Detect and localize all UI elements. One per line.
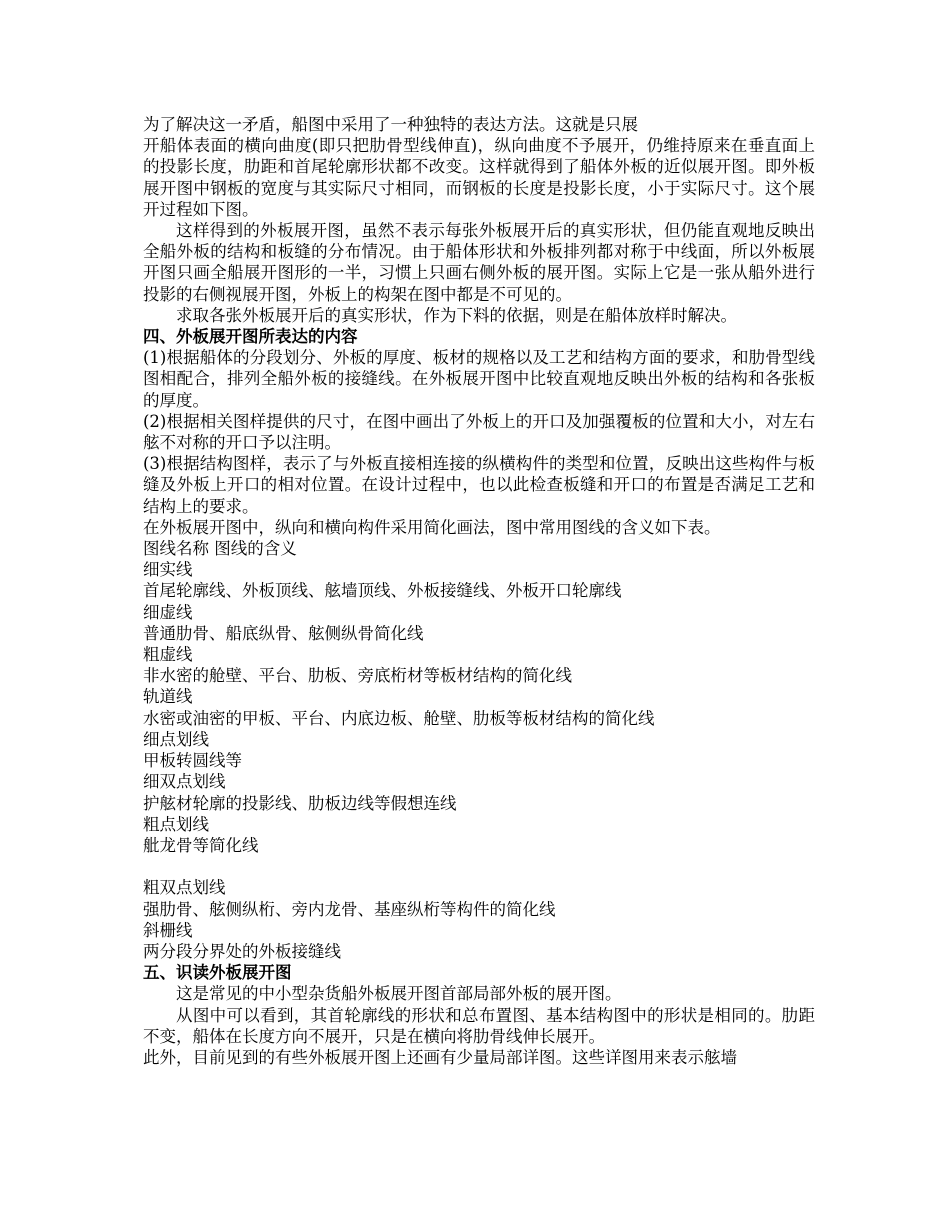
section-4-heading: 四、外板展开图所表达的内容 (143, 327, 358, 347)
line-type-name: 斜栅线 (143, 920, 193, 940)
section-5-paragraph-3: 此外，目前见到的有些外板展开图上还画有少量局部详图。这些详图用来表示舷墙 (143, 1047, 737, 1067)
intro-line-1: 为了解决这一矛盾，船图中采用了一种独特的表达方法。这就是只展 (143, 115, 638, 134)
line-type-name: 细点划线 (143, 729, 209, 749)
line-type-meaning: 非水密的舱壁、平台、肋板、旁底桁材等板材结构的简化线 (143, 666, 572, 686)
line-type-meaning: 水密或油密的甲板、平台、内底边板、舱壁、肋板等板材结构的简化线 (143, 708, 655, 728)
document-page (143, 114, 815, 1068)
section-5-heading: 五、识读外板展开图 (143, 963, 292, 983)
line-type-table (143, 538, 815, 962)
section-4-item-1: (1)根据船体的分段划分、外板的厚度、板材的规格以及工艺和结构方面的要求，和肋骨型线图相配合，排列全船外板的接缝线。在外板展开图中比较直观地反映出外板的结构和各张板的厚度。 (143, 348, 815, 410)
line-type-meaning: 舭龙骨等简化线 (143, 835, 259, 855)
section-4-item-3: (3)根据结构图样，表示了与外板直接相连接的纵横构件的类型和位置，反映出这些构件与板缝及外板上开口的相对位置。在设计过程中，也以此检查板缝和开口的布置是否满足工艺和结构上的要求。 (143, 454, 815, 516)
intro-paragraph-1: 开船体表面的横向曲度(即只把肋骨型线伸直)，纵向曲度不予展开，仍维持原来在垂直面上的投影长度，肋距和首尾轮廓形状都不改变。这样就得到了船体外板的近似展开图。即外板展开图中钢板的宽度与其实际尺寸相同，而钢板的长度是投影长度，小于实际尺寸。这个展开过程如下图。 (143, 136, 815, 219)
blank-line (143, 856, 815, 877)
line-type-meaning: 两分段分界处的外板接缝线 (143, 941, 341, 961)
section-5-paragraph-1: 这是常见的中小型杂货船外板展开图首部局部外板的展开图。 (176, 984, 622, 1004)
intro-paragraph-3: 求取各张外板展开后的真实形状，作为下料的依据，则是在船体放样时解决。 (176, 305, 737, 325)
line-type-name: 轨道线 (143, 687, 193, 707)
line-type-meaning: 普通肋骨、船底纵骨、舷侧纵骨简化线 (143, 623, 424, 643)
line-type-name: 粗虚线 (143, 645, 193, 665)
table-header: 图线名称 图线的含义 (143, 539, 297, 559)
line-type-name: 粗双点划线 (143, 878, 226, 898)
line-type-name: 细双点划线 (143, 772, 226, 792)
line-type-name: 细虚线 (143, 602, 193, 622)
line-type-meaning: 首尾轮廓线、外板顶线、舷墙顶线、外板接缝线、外板开口轮廓线 (143, 581, 622, 601)
intro-paragraph-2: 这样得到的外板展开图，虽然不表示每张外板展开后的真实形状，但仍能直观地反映出全船外板的结构和板缝的分布情况。由于船体形状和外板排列都对称于中线面，所以外板展开图只画全船展开图形的一半，习惯上只画右侧外板的展开图。实际上它是一张从船外进行投影的右侧视展开图，外板上的构架在图中都是不可见的。 (143, 221, 815, 304)
section-4-item-2: (2)根据相关图样提供的尺寸，在图中画出了外板上的开口及加强覆板的位置和大小，对左右舷不对称的开口予以注明。 (143, 411, 815, 453)
line-type-name: 细实线 (143, 560, 193, 580)
line-type-meaning: 护舷材轮廓的投影线、肋板边线等假想连线 (143, 793, 457, 813)
line-type-meaning: 强肋骨、舷侧纵桁、旁内龙骨、基座纵桁等构件的简化线 (143, 899, 556, 919)
section-5-paragraph-2: 从图中可以看到，其首轮廓线的形状和总布置图、基本结构图中的形状是相同的。肋距不变，船体在长度方向不展开，只是在横向将肋骨线伸长展开。 (143, 1005, 815, 1046)
table-intro: 在外板展开图中，纵向和横向构件采用简化画法，图中常用图线的含义如下表。 (143, 517, 721, 537)
line-type-meaning: 甲板转圆线等 (143, 751, 242, 771)
line-type-name: 粗点划线 (143, 814, 209, 834)
